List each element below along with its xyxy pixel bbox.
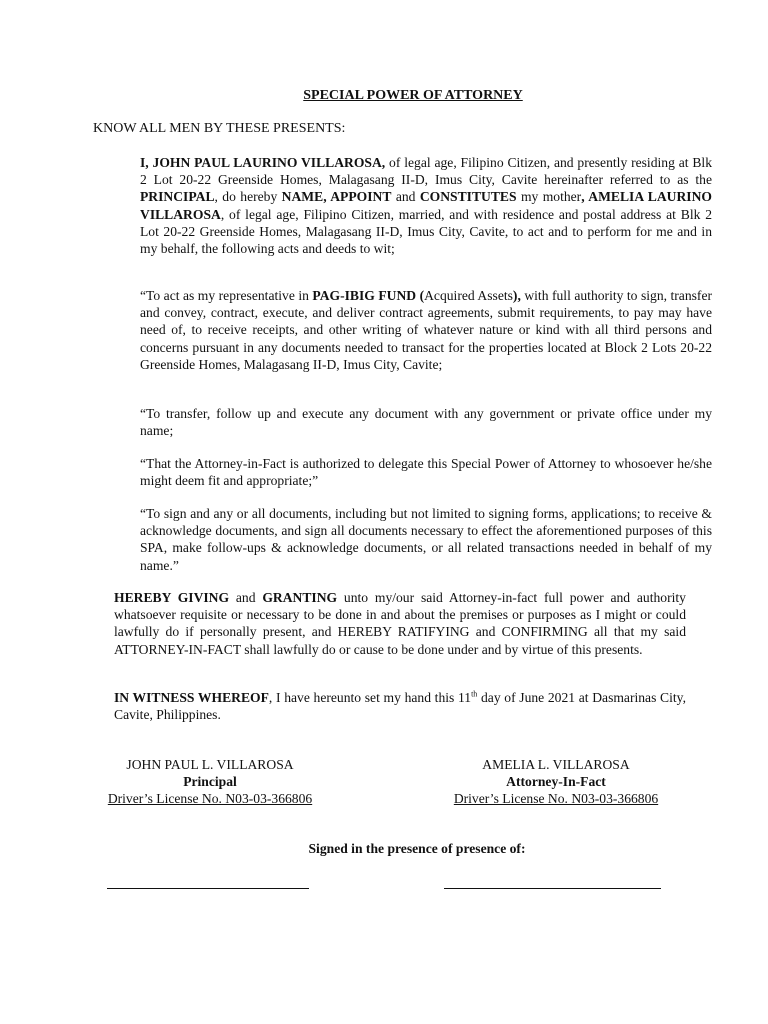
signatory-name: AMELIA L. VILLAROSA bbox=[482, 757, 630, 772]
principal-name: I, JOHN PAUL LAURINO VILLAROSA, bbox=[140, 155, 386, 170]
principal-signature-block bbox=[93, 756, 327, 807]
signatory-license: Driver’s License No. N03-03-366806 bbox=[107, 791, 313, 806]
signatory-name: JOHN PAUL L. VILLAROSA bbox=[126, 757, 294, 772]
document-title: SPECIAL POWER OF ATTORNEY bbox=[303, 88, 523, 103]
witness-heading: Signed in the presence of presence of: bbox=[308, 841, 526, 856]
authority-paragraph-4: “To sign and any or all documents, including but not limited to signing forms, applications; to receive & acknowledge documents, and sign all documents necessary to effect the aforementioned purposes of this SPA, make follow-ups & acknowledge documents, or all related transactions needed in behalf of my name.” bbox=[140, 506, 712, 573]
signatory-role: Principal bbox=[183, 774, 237, 789]
authority-paragraph-2: “To transfer, follow up and execute any document with any government or private office under my name; bbox=[140, 406, 712, 439]
signatory-license: Driver’s License No. N03-03-366806 bbox=[453, 791, 659, 806]
attorney-name: , AMELIA LAURINO VILLAROSA bbox=[140, 189, 712, 222]
granting-paragraph: HEREBY GIVING and GRANTING unto my/our said Attorney-in-fact full power and authority whatsoever requisite or necessary to be done in and about the premises or purposes as I might or could lawfully do if personally present, and HEREBY RATIFYING and CONFIRMING all that my said ATTORNEY-IN-FACT shall lawfully do or cause to be done under and by virtue of this presents. bbox=[114, 590, 686, 657]
signatory-role: Attorney-In-Fact bbox=[506, 774, 606, 789]
witness-signature-line bbox=[444, 888, 661, 889]
authority-paragraph-3: “That the Attorney-in-Fact is authorized to delegate this Special Power of Attorney to whosoever he/she might deem fit and appropriate;” bbox=[140, 456, 712, 489]
attorney-signature-block bbox=[436, 756, 676, 807]
witness-paragraph: IN WITNESS WHEREOF, I have hereunto set my hand this 11th day of June 2021 at Dasmarinas City, Cavite, Philippines. bbox=[114, 689, 686, 723]
principal-paragraph: I, JOHN PAUL LAURINO VILLAROSA, of legal age, Filipino Citizen, and presently residing at Blk 2 Lot 20-22 Greenside Homes, Malagasang II-D, Imus City, Cavite hereinafter referred to as the PRINCIPAL, do hereby NAME, APPOINT and CONSTITUTES my mother, AMELIA LAURINO VILLAROSA, of legal age, Filipino Citizen, married, and with residence and postal address at Blk 2 Lot 20-22 Greenside Homes, Malagasang II-D, Imus City, Cavite, to act and to perform for me and in my behalf, the following acts and deeds to wit; bbox=[140, 155, 712, 257]
authority-paragraph-1: “To act as my representative in PAG-IBIG FUND (Acquired Assets), with full authority to sign, transfer and convey, contract, execute, and deliver contract agreements, submit requirements, to pay may have need of, to receive receipts, and other writing of whatever nature or kind with all third persons and concerns pursuant in any documents needed to transact for the properties located at Block 2 Lots 20-22 Greenside Homes, Malagasang II-D, Imus City, Cavite; bbox=[140, 288, 713, 372]
witness-signature-line bbox=[107, 888, 309, 889]
opening-line: KNOW ALL MEN BY THESE PRESENTS: bbox=[93, 121, 346, 136]
